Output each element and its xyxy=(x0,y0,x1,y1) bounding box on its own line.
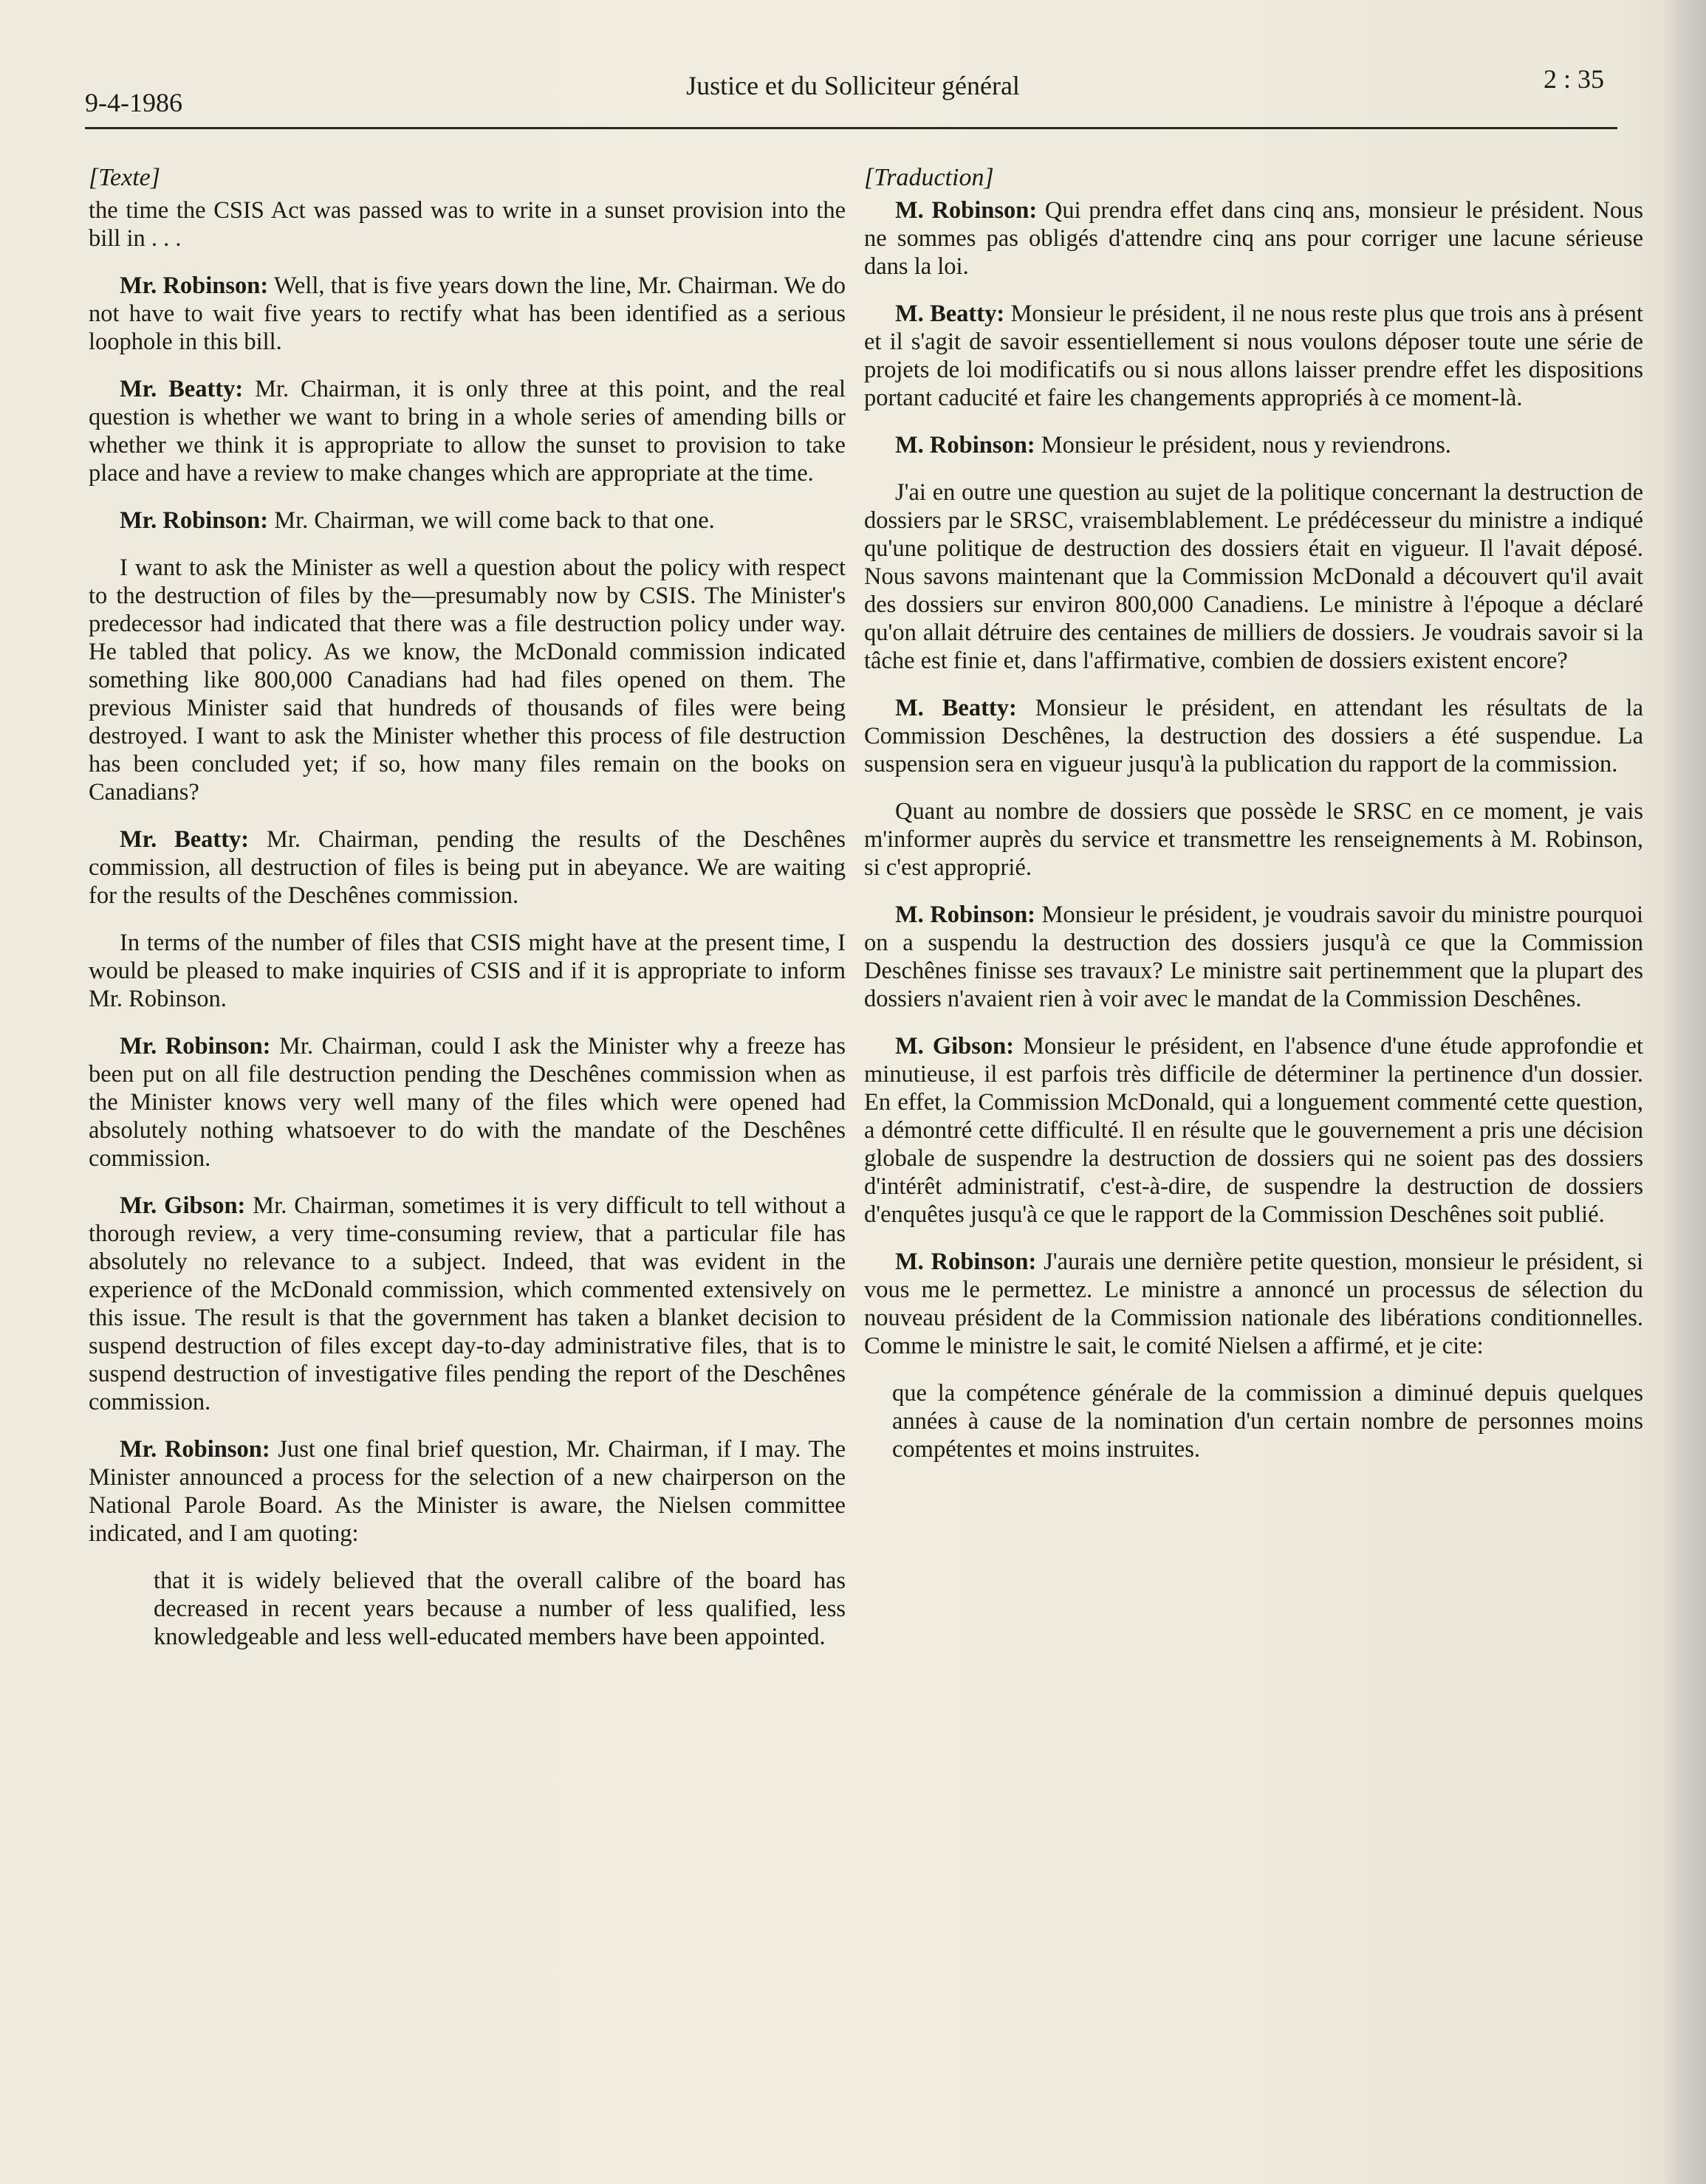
speaker-name: M. Robinson: xyxy=(895,197,1038,224)
paragraph: In terms of the number of files that CSIS might have at the present time, I would be pleased to make inquiries of CSIS and if it is appropriate to inform Mr. Robinson. xyxy=(89,930,846,1012)
speech-paragraph xyxy=(89,375,846,487)
speech-paragraph xyxy=(864,1032,1643,1229)
paragraph: I want to ask the Minister as well a question about the policy with respect to the destruction of files by the—presumably now by CSIS. The Minister's predecessor had indicated that there was a file destruction policy under way. He tabled that policy. As we know, the McDonald commission indicated something like 800,000 Canadians had had files opened on them. The previous Minister said that hundreds of thousands of files were being destroyed. I want to ask the Minister whether this process of file destruction has been concluded yet; if so, how many files remain on the books on Canadians? xyxy=(89,554,846,806)
speaker-name: Mr. Beatty: xyxy=(120,376,244,402)
speech-paragraph xyxy=(864,196,1643,281)
speaker-name: M. Robinson: xyxy=(895,432,1035,459)
speech-text: Mr. Chairman, could I ask the Minister why a freeze has been put on all file destruction pending the Deschênes commission when as the Minister knows very well many of the files which were opened had absolutely nothing whatsoever to do with the mandate of the Deschênes commission. xyxy=(89,1033,846,1172)
speaker-name: Mr. Robinson: xyxy=(120,1436,270,1463)
speech-paragraph xyxy=(864,431,1643,459)
paragraph: the time the CSIS Act was passed was to write in a sunset provision into the bill in . . . xyxy=(89,197,846,252)
speech-paragraph xyxy=(89,825,846,910)
speech-paragraph xyxy=(864,694,1643,778)
text-tag: [Texte] xyxy=(89,164,160,191)
speech-text: Monsieur le président, je voudrais savoir du ministre pourquoi on a suspendu la destruction des dossiers jusqu'à ce que la Commission Deschênes finisse ses travaux? Le ministre sait pertinemment que la plupart des dossiers n'avaient rien à voir avec le mandat de la Commission Deschênes. xyxy=(864,902,1644,1012)
speaker-name: M. Beatty: xyxy=(895,695,1017,721)
translation-tag: [Traduction] xyxy=(864,164,994,191)
header-rule xyxy=(85,127,1617,129)
speaker-name: Mr. Robinson: xyxy=(120,1033,271,1060)
speech-paragraph xyxy=(89,272,846,356)
speech-text: Monsieur le président, en attendant les résultats de la Commission Deschênes, la destruction des dossiers a été suspendue. La suspension sera en vigueur jusqu'à la publication du rapport de la commission. xyxy=(864,695,1643,777)
speech-text: Mr. Chairman, pending the results of the Deschênes commission, all destruction of files is being put in abeyance. We are waiting for the results of the Deschênes commission. xyxy=(89,826,846,909)
header-page-number: 2 : 35 xyxy=(1544,64,1605,94)
french-column xyxy=(864,164,1643,1471)
speech-text: Well, that is five years down the line, Mr. Chairman. We do not have to wait five years to rectify what has been identified as a serious loophole in this bill. xyxy=(89,272,846,355)
header-title: Justice et du Solliciteur général xyxy=(686,71,1020,100)
speaker-name: Mr. Gibson: xyxy=(120,1192,246,1219)
speaker-name: Mr. Beatty: xyxy=(120,826,250,853)
english-column xyxy=(89,164,846,1658)
speech-text: Monsieur le président, en l'absence d'une étude approfondie et minutieuse, il est parfois très difficile de déterminer la pertinence d'un dossier. En effet, la Commission McDonald, qui a longuement commenté cette question, a démontré cette difficulté. Il en résulte que le gouvernement a pris une décision globale de suspendre la destruction de dossiers qui ne soient pas des dossiers d'intérêt administratif, c'est-à-dire, de suspendre la destruction de dossiers d'enquêtes jusqu'à ce que le rapport de la Commission Deschênes soit publié. xyxy=(864,1033,1643,1228)
block-quote: that it is widely believed that the overall calibre of the board has decreased in recent years because a number of less qualified, less knowledgeable and less well-educated members have been appointed. xyxy=(154,1567,846,1650)
speech-paragraph xyxy=(864,1248,1643,1360)
header-date: 9-4-1986 xyxy=(85,88,182,117)
speech-text: Mr. Chairman, we will come back to that one. xyxy=(274,507,715,534)
speaker-name: M. Robinson: xyxy=(895,1249,1037,1275)
speech-paragraph xyxy=(89,506,846,535)
speaker-name: Mr. Robinson: xyxy=(120,507,269,534)
speech-text: Just one final brief question, Mr. Chairman, if I may. The Minister announced a process for the selection of a new chairperson on the National Parole Board. As the Minister is aware, the Nielsen committee indicated, and I am quoting: xyxy=(89,1436,846,1547)
paragraph: Quant au nombre de dossiers que possède le SRSC en ce moment, je vais m'informer auprès du service et transmettre les renseignements à M. Robinson, si c'est approprié. xyxy=(864,798,1643,881)
speech-paragraph xyxy=(89,1435,846,1548)
paragraph: J'ai en outre une question au sujet de la politique concernant la destruction de dossiers par le SRSC, vraisemblablement. Le prédécesseur du ministre a indiqué qu'une politique de destruction des dossiers était en vigueur. Il l'avait déposé. Nous savons maintenant que la Commission McDonald a découvert qu'il avait des dossiers sur environ 800,000 Canadiens. Le ministre à l'époque a déclaré qu'on allait détruire des centaines de milliers de dossiers. Je voudrais savoir si la tâche est finie et, dans l'affirmative, combien de dossiers existent encore? xyxy=(864,479,1643,674)
speech-paragraph xyxy=(864,901,1643,1013)
speech-text: Mr. Chairman, sometimes it is very difficult to tell without a thorough review, a very time-consuming review, that a particular file has absolutely no relevance to a subject. Indeed, that was evident in the experience of the McDonald commission, which commented extensively on this issue. The result is that the government has taken a blanket decision to suspend destruction of files except day-to-day administrative files, that is to suspend destruction of investigative files pending the report of the Deschênes commission. xyxy=(89,1192,846,1415)
speaker-name: M. Gibson: xyxy=(895,1033,1015,1060)
speech-text: Monsieur le président, il ne nous reste plus que trois ans à présent et il s'agit de savoir essentiellement si nous voulons déposer toute une série de projets de loi modificatifs ou si nous allons laisser prendre effet les dispositions portant caducité et faire les changements appropriés à ce moment-là. xyxy=(864,301,1644,411)
speaker-name: M. Robinson: xyxy=(895,902,1036,928)
speech-paragraph xyxy=(89,1192,846,1416)
speech-text: J'aurais une dernière petite question, monsieur le président, si vous me le permettez. Le ministre a annoncé un processus de sélection du nouveau président de la Commission nationale des libérations conditionnelles. Comme le ministre le sait, le comité Nielsen a affirmé, et je cite: xyxy=(864,1249,1644,1359)
speaker-name: M. Beatty: xyxy=(895,301,1005,327)
speech-paragraph xyxy=(89,1032,846,1172)
speech-text: Qui prendra effet dans cinq ans, monsieur le président. Nous ne sommes pas obligés d'attendre cinq ans pour corriger une lacune sérieuse dans la loi. xyxy=(864,197,1644,280)
speech-text: Monsieur le président, nous y reviendrons. xyxy=(1041,432,1451,459)
speech-paragraph xyxy=(864,300,1643,412)
block-quote: que la compétence générale de la commission a diminué depuis quelques années à cause de la nomination d'un certain nombre de personnes moins compétentes et moins instruites. xyxy=(892,1380,1643,1463)
speech-text: Mr. Chairman, it is only three at this point, and the real question is whether we want to bring in a whole series of amending bills or whether we think it is appropriate to allow the sunset to provision to take place and have a review to make changes which are appropriate at the time. xyxy=(89,376,846,487)
page-edge-shadow xyxy=(1662,0,1706,2184)
speaker-name: Mr. Robinson: xyxy=(120,272,269,299)
